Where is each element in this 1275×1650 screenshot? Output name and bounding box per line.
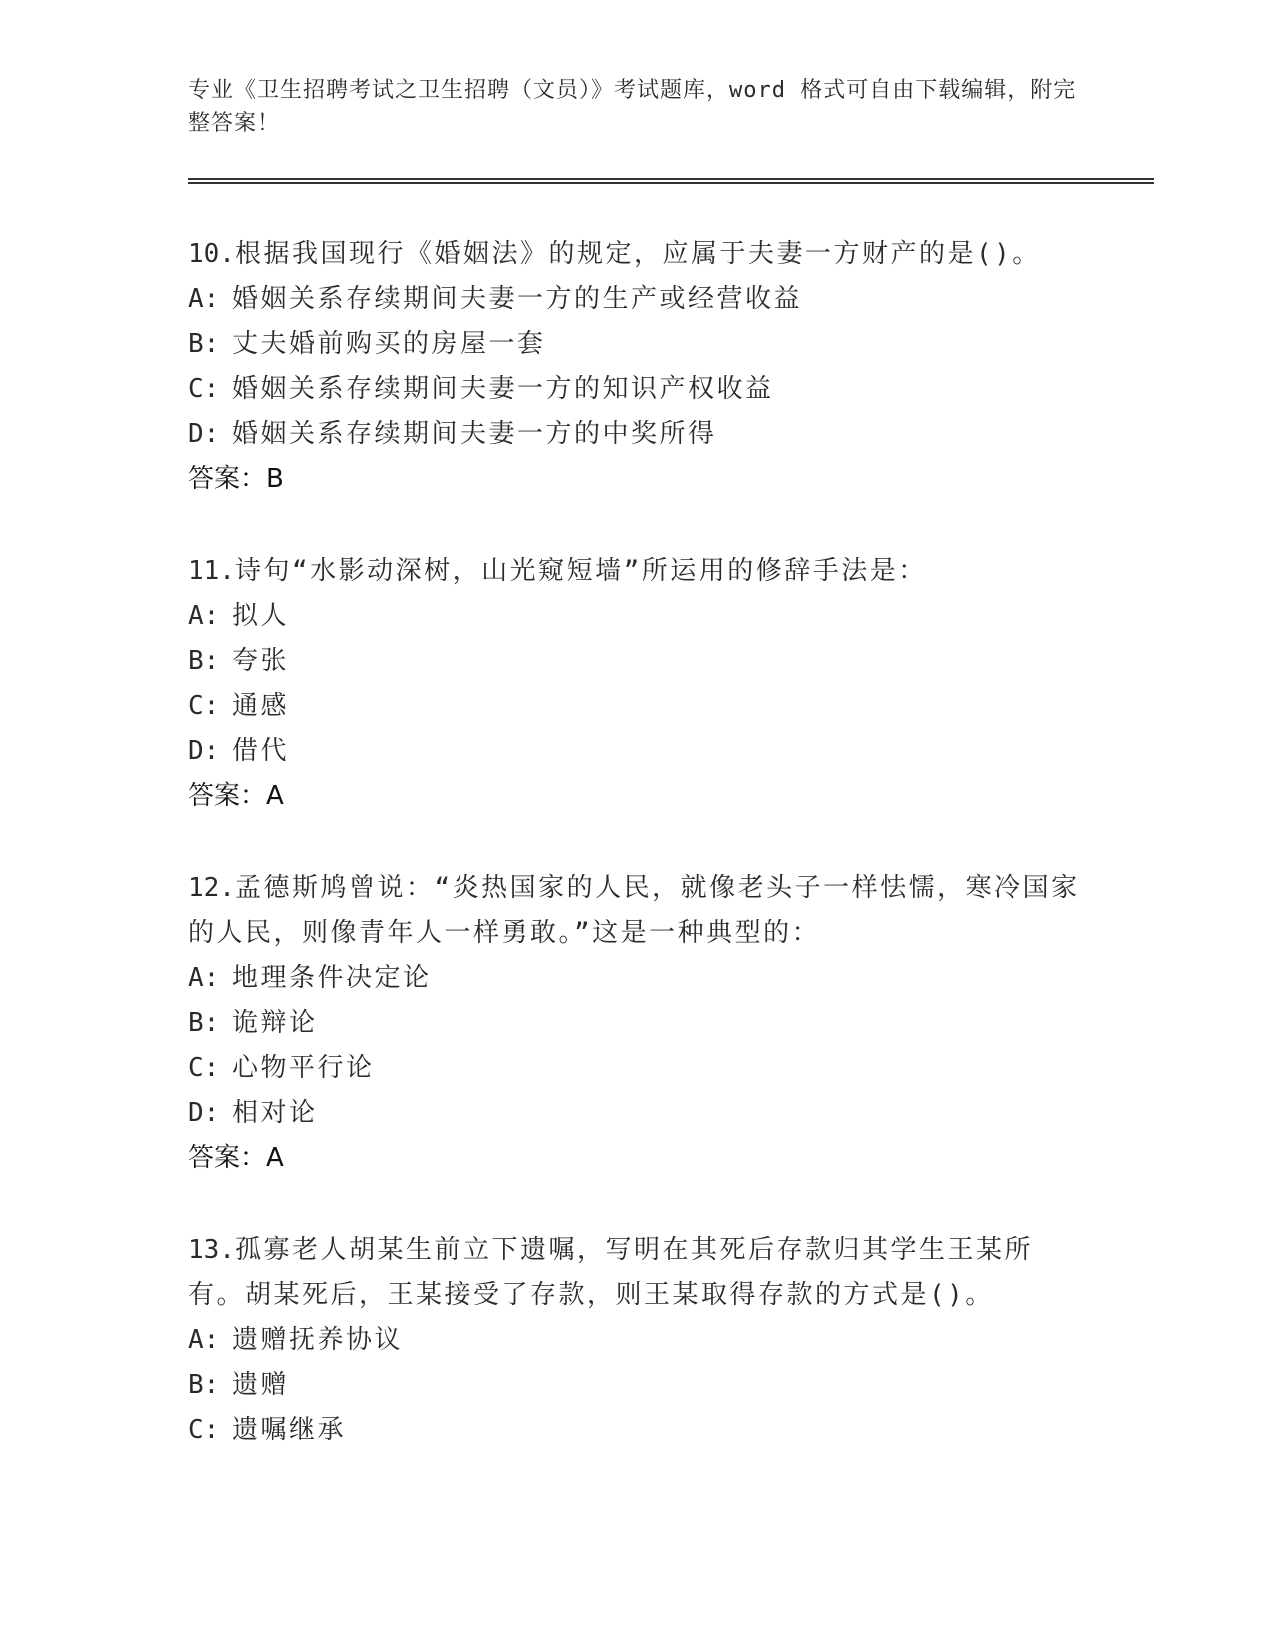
option-text: 遗赠 (232, 1370, 290, 1400)
option-letter: C: (188, 1415, 220, 1445)
question-number: 13. (188, 1235, 235, 1265)
option-a (188, 956, 1088, 1001)
header-intro: 专业《卫生招聘考试之卫生招聘（文员）》考试题库，word 格式可自由下载编辑，附完整答案！ (188, 78, 1077, 136)
question-stem (188, 232, 1088, 277)
question-stem (188, 549, 1088, 594)
header-divider (188, 178, 1154, 184)
option-c (188, 684, 1088, 729)
option-text: 婚姻关系存续期间夫妻一方的知识产权收益 (232, 374, 774, 404)
option-text: 通感 (232, 691, 290, 721)
option-b (188, 1363, 1088, 1408)
option-a (188, 594, 1088, 639)
option-text: 诡辩论 (232, 1008, 318, 1038)
question-stem (188, 1228, 1088, 1318)
question-text: 孟德斯鸠曾说：“炎热国家的人民，就像老头子一样怯懦，寒冷国家的人民，则像青年人一样勇敢。”这是一种典型的： (188, 873, 1080, 948)
question-number: 10. (188, 239, 235, 269)
option-b (188, 639, 1088, 684)
option-text: 遗嘱继承 (232, 1415, 347, 1445)
question-11 (188, 549, 1088, 819)
option-text: 婚姻关系存续期间夫妻一方的生产或经营收益 (232, 284, 803, 314)
question-number: 11. (188, 556, 235, 586)
option-text: 心物平行论 (232, 1053, 375, 1083)
option-letter: A: (188, 1325, 220, 1355)
option-letter: C: (188, 1053, 220, 1083)
option-d (188, 729, 1088, 774)
option-letter: C: (188, 374, 220, 404)
option-text: 丈夫婚前购买的房屋一套 (232, 329, 546, 359)
option-letter: A: (188, 963, 220, 993)
answer-line: 答案：A (188, 1143, 284, 1173)
option-text: 地理条件决定论 (232, 963, 432, 993)
answer-line: 答案：B (188, 464, 284, 494)
question-12 (188, 866, 1088, 1181)
option-text: 夸张 (232, 646, 290, 676)
question-text: 根据我国现行《婚姻法》的规定，应属于夫妻一方财产的是()。 (234, 239, 1041, 269)
option-c (188, 1046, 1088, 1091)
option-letter: B: (188, 1370, 220, 1400)
option-c (188, 1408, 1088, 1453)
option-letter: B: (188, 329, 220, 359)
option-b (188, 1001, 1088, 1046)
option-letter: A: (188, 601, 220, 631)
option-letter: B: (188, 1008, 220, 1038)
answer-line: 答案：A (188, 781, 284, 811)
question-text: 孤寡老人胡某生前立下遗嘱，写明在其死后存款归其学生王某所有。胡某死后，王某接受了存款，则王某取得存款的方式是()。 (188, 1235, 1033, 1310)
option-letter: D: (188, 736, 220, 766)
option-text: 相对论 (232, 1098, 318, 1128)
question-13 (188, 1228, 1088, 1453)
question-stem (188, 866, 1088, 956)
option-letter: A: (188, 284, 220, 314)
option-a (188, 277, 1088, 322)
option-d (188, 412, 1088, 457)
option-c (188, 367, 1088, 412)
option-d (188, 1091, 1088, 1136)
option-text: 婚姻关系存续期间夫妻一方的中奖所得 (232, 419, 717, 449)
question-list (188, 232, 1088, 1500)
option-text: 借代 (232, 736, 290, 766)
option-text: 遗赠抚养协议 (232, 1325, 404, 1355)
option-letter: D: (188, 1098, 220, 1128)
option-letter: C: (188, 691, 220, 721)
option-b (188, 322, 1088, 367)
question-10 (188, 232, 1088, 502)
option-text: 拟人 (232, 601, 290, 631)
option-a (188, 1318, 1088, 1363)
option-letter: B: (188, 646, 220, 676)
question-text: 诗句“水影动深树，山光窥短墙”所运用的修辞手法是： (234, 556, 927, 586)
question-number: 12. (188, 873, 235, 903)
option-letter: D: (188, 419, 220, 449)
